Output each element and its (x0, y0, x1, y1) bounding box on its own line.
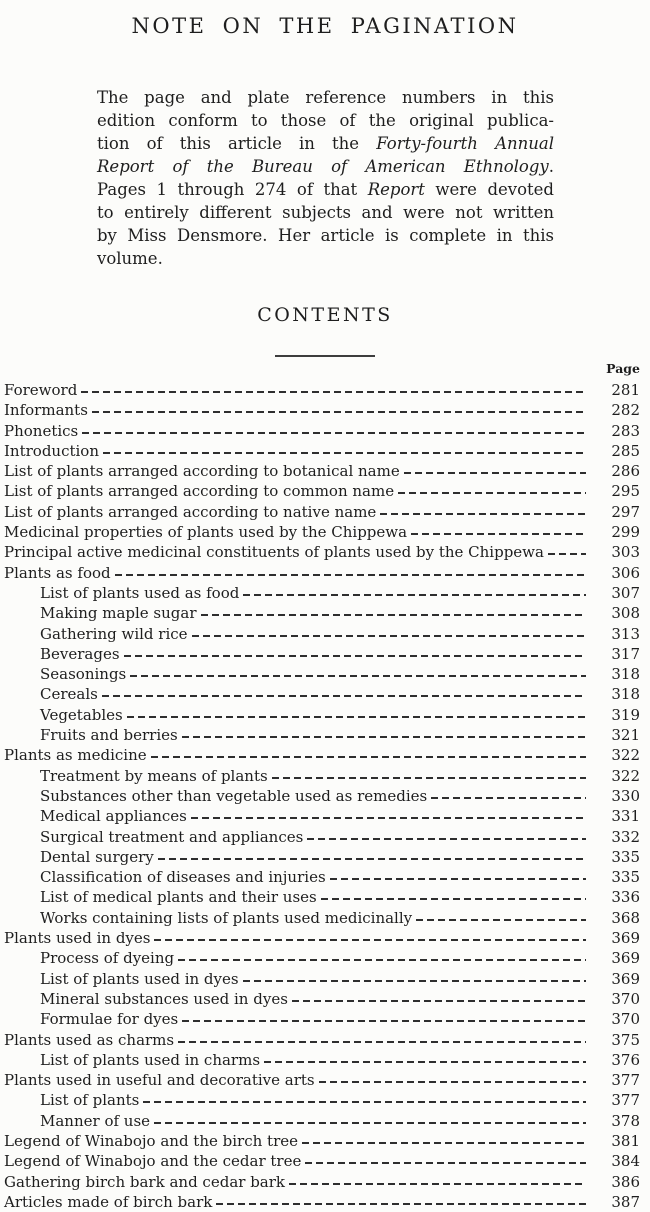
toc-entry-label: Introduction (4, 441, 99, 460)
toc-entry-label: Gathering wild rice (40, 624, 188, 643)
toc-page-number: 303 (611, 543, 640, 562)
toc-page-number: 313 (611, 624, 640, 643)
toc-entry-label: Fruits and berries (40, 726, 178, 745)
toc-entry-label: List of medical plants and their uses (40, 888, 317, 907)
toc-page-number: 297 (611, 502, 640, 521)
toc-leader-dashes (120, 644, 588, 659)
toc-page-number: 331 (611, 807, 640, 826)
toc-page-number: 384 (611, 1152, 640, 1171)
toc-leader-dashes (178, 1009, 588, 1024)
toc-leader-dashes (174, 948, 588, 963)
note-paragraph (97, 86, 554, 270)
toc-row (4, 908, 640, 928)
toc-leader-dashes (99, 441, 588, 456)
toc-row (4, 725, 640, 745)
contents-title: CONTENTS (257, 304, 393, 326)
toc-entry-label: List of plants arranged according to botanical name (4, 462, 400, 481)
toc-row (4, 481, 640, 501)
toc-row (4, 887, 640, 907)
toc-row (4, 400, 640, 420)
toc-leader-dashes (303, 827, 588, 842)
toc-entry-label: Articles made of birch bark (4, 1192, 213, 1211)
toc-leader-dashes (239, 969, 588, 984)
italic-text: Forty-fourth Annual (376, 134, 554, 153)
toc-leader-dashes (98, 684, 588, 699)
toc-entry-label: Making maple sugar (40, 604, 197, 623)
toc-entry-label: Medical appliances (40, 807, 187, 826)
toc-row (4, 766, 640, 786)
note-paragraph-line (97, 132, 554, 155)
toc-page-number: 376 (611, 1050, 640, 1069)
toc-row (4, 563, 640, 583)
toc-leader-dashes (174, 1030, 588, 1045)
toc-row (4, 827, 640, 847)
toc-leader-dashes (178, 725, 588, 740)
toc-page-number: 336 (611, 888, 640, 907)
toc-entry-label: List of plants arranged according to common name (4, 482, 395, 501)
note-title: NOTE ON THE PAGINATION (131, 14, 519, 38)
toc-entry-label: Classification of diseases and injuries (40, 868, 326, 887)
toc-page-number: 317 (611, 644, 640, 663)
plain-text: volume. (97, 249, 163, 268)
toc-row (4, 603, 640, 623)
toc-leader-dashes (317, 887, 588, 902)
toc-entry-label: Mineral substances used in dyes (40, 989, 288, 1008)
toc-page-number: 281 (611, 381, 640, 399)
toc-entry-label: Surgical treatment and appliances (40, 827, 304, 846)
toc-entry-label: List of plants (40, 1091, 140, 1110)
plain-text: to entirely different subjects and were not written (97, 203, 554, 222)
plain-text: were devoted (424, 180, 554, 199)
toc-entry-label: Plants used as charms (4, 1030, 175, 1049)
toc-page-number: 307 (611, 583, 640, 602)
toc-row (4, 867, 640, 887)
toc-row (4, 1090, 640, 1110)
toc-row (4, 624, 640, 644)
toc-leader-dashes (407, 522, 588, 537)
toc-page-number: 332 (611, 827, 640, 846)
toc-page-number: 286 (611, 462, 640, 481)
toc-row (4, 1192, 640, 1212)
toc-row (4, 847, 640, 867)
toc-page-number: 322 (611, 746, 640, 765)
toc-page-number: 370 (611, 1010, 640, 1029)
toc-page-number: 378 (611, 1111, 640, 1130)
toc-row (4, 745, 640, 765)
plain-text: . (548, 157, 554, 176)
toc-page-number: 375 (611, 1030, 640, 1049)
italic-text: Report (367, 180, 425, 199)
toc-page-number: 369 (611, 929, 640, 948)
toc-leader-dashes (147, 745, 588, 760)
note-paragraph-line (97, 178, 554, 201)
toc-entry-label: List of plants used as food (40, 583, 240, 602)
plain-text: edition conform to those of the original publica- (97, 111, 554, 130)
toc-leader-dashes (268, 766, 588, 781)
toc-entry-label: Plants used in dyes (4, 929, 151, 948)
toc-page-number: 283 (611, 421, 640, 440)
toc-leader-dashes (427, 786, 588, 801)
toc-entry-label: Principal active medicinal constituents of plants used by the Chippewa (4, 543, 544, 562)
toc-entry-label: Process of dyeing (40, 949, 175, 968)
toc-page-number: 377 (611, 1071, 640, 1090)
toc-leader-dashes (212, 1192, 588, 1207)
toc-page-number: 321 (611, 726, 640, 745)
toc-page-number: 318 (611, 685, 640, 704)
toc-entry-label: Vegetables (40, 705, 123, 724)
toc-list (0, 380, 650, 1212)
toc-leader-dashes (154, 847, 588, 862)
toc-row (4, 989, 640, 1009)
toc-row (4, 1050, 640, 1070)
contents-divider (275, 355, 375, 357)
toc-row (4, 502, 640, 522)
toc-row (4, 664, 640, 684)
toc-page-number: 299 (611, 523, 640, 542)
toc-row (4, 684, 640, 704)
toc-leader-dashes (376, 502, 588, 517)
toc-entry-label: Phonetics (4, 421, 79, 440)
italic-text: Report of the Bureau of American Ethnology (97, 157, 549, 176)
toc-entry-label: Legend of Winabojo and the birch tree (4, 1131, 298, 1150)
toc-leader-dashes (298, 1131, 588, 1146)
toc-page-number: 369 (611, 949, 640, 968)
toc-leader-dashes (78, 421, 588, 436)
toc-entry-label: Works containing lists of plants used medicinally (40, 908, 413, 927)
plain-text: tion of this article in the (97, 134, 377, 153)
toc-row (4, 380, 640, 400)
toc-entry-label: Dental surgery (40, 847, 154, 866)
toc-leader-dashes (188, 624, 588, 639)
toc-leader-dashes (285, 1172, 588, 1187)
note-paragraph-line (97, 224, 554, 247)
toc-page-number: 386 (611, 1172, 640, 1191)
toc-page-number: 387 (611, 1192, 640, 1211)
toc-page-number: 282 (611, 401, 640, 420)
toc-page-number: 330 (611, 786, 640, 805)
toc-leader-dashes (197, 603, 588, 618)
toc-entry-label: Formulae for dyes (40, 1010, 179, 1029)
toc-page-number: 308 (611, 604, 640, 623)
toc-leader-dashes (315, 1070, 588, 1085)
toc-row (4, 705, 640, 725)
toc-entry-label: Plants as medicine (4, 746, 147, 765)
toc-leader-dashes (326, 867, 588, 882)
toc-leader-dashes (150, 1111, 588, 1126)
note-paragraph-line (97, 247, 554, 270)
toc-row (4, 441, 640, 461)
toc-page-number: 318 (611, 665, 640, 684)
page-column-label: Page (606, 361, 640, 376)
toc-leader-dashes (288, 989, 588, 1004)
toc-leader-dashes (400, 461, 588, 476)
toc-entry-label: Cereals (40, 685, 98, 704)
toc-row (4, 928, 640, 948)
toc-leader-dashes (126, 664, 588, 679)
toc-entry-label: Seasonings (40, 665, 127, 684)
toc-row (4, 542, 640, 562)
toc-page-number: 381 (611, 1131, 640, 1150)
toc-row (4, 948, 640, 968)
toc-row (4, 1030, 640, 1050)
toc-row (4, 969, 640, 989)
note-paragraph-line (97, 86, 554, 109)
note-paragraph-line (97, 155, 554, 178)
toc-row (4, 1070, 640, 1090)
toc-row (4, 522, 640, 542)
toc-row (4, 1009, 640, 1029)
toc-row (4, 1151, 640, 1171)
toc-leader-dashes (88, 400, 588, 415)
toc-leader-dashes (150, 928, 588, 943)
toc-page-number: 335 (611, 868, 640, 887)
toc-entry-label: Plants used in useful and decorative arts (4, 1071, 315, 1090)
toc-leader-dashes (111, 563, 588, 578)
toc-leader-dashes (123, 705, 588, 720)
toc-row (4, 583, 640, 603)
toc-page-number: 319 (611, 705, 640, 724)
toc-leader-dashes (394, 481, 588, 496)
toc-page-number: 368 (611, 908, 640, 927)
toc-entry-label: List of plants used in charms (40, 1050, 261, 1069)
toc-row (4, 421, 640, 441)
toc-entry-label: Medicinal properties of plants used by the Chippewa (4, 523, 408, 542)
toc-leader-dashes (77, 380, 588, 395)
toc-leader-dashes (239, 583, 588, 598)
toc-entry-label: Manner of use (40, 1111, 151, 1130)
toc-leader-dashes (139, 1090, 588, 1105)
toc-page-number: 335 (611, 847, 640, 866)
toc-leader-dashes (412, 908, 588, 923)
toc-page-number: 306 (611, 563, 640, 582)
toc-entry-label: List of plants arranged according to native name (4, 502, 377, 521)
toc-page-number: 377 (611, 1091, 640, 1110)
toc-leader-dashes (260, 1050, 588, 1065)
toc-page-number: 370 (611, 989, 640, 1008)
toc-entry-label: Substances other than vegetable used as remedies (40, 786, 428, 805)
toc-row (4, 1111, 640, 1131)
toc-entry-label: Legend of Winabojo and the cedar tree (4, 1152, 302, 1171)
toc-row (4, 806, 640, 826)
plain-text: The page and plate reference numbers in this (97, 88, 554, 107)
toc-page-number: 369 (611, 969, 640, 988)
toc-entry-label: Informants (4, 401, 88, 420)
plain-text: Pages 1 through 274 of that (97, 180, 368, 199)
toc-leader-dashes (187, 806, 588, 821)
toc-entry-label: Plants as food (4, 563, 111, 582)
toc-entry-label: Foreword (4, 381, 78, 399)
toc-row (4, 461, 640, 481)
toc-page-number: 285 (611, 441, 640, 460)
note-paragraph-line (97, 201, 554, 224)
toc-row (4, 644, 640, 664)
toc-page-number: 322 (611, 766, 640, 785)
toc-leader-dashes (544, 542, 588, 557)
toc-entry-label: List of plants used in dyes (40, 969, 239, 988)
note-paragraph-line (97, 109, 554, 132)
toc-leader-dashes (301, 1151, 588, 1166)
toc-row (4, 1131, 640, 1151)
toc-row (4, 1172, 640, 1192)
toc-entry-label: Treatment by means of plants (40, 766, 268, 785)
toc-entry-label: Gathering birch bark and cedar bark (4, 1172, 286, 1191)
toc-row (4, 786, 640, 806)
toc-entry-label: Beverages (40, 644, 120, 663)
plain-text: by Miss Densmore. Her article is complete in this (97, 226, 554, 245)
toc-page-number: 295 (611, 482, 640, 501)
